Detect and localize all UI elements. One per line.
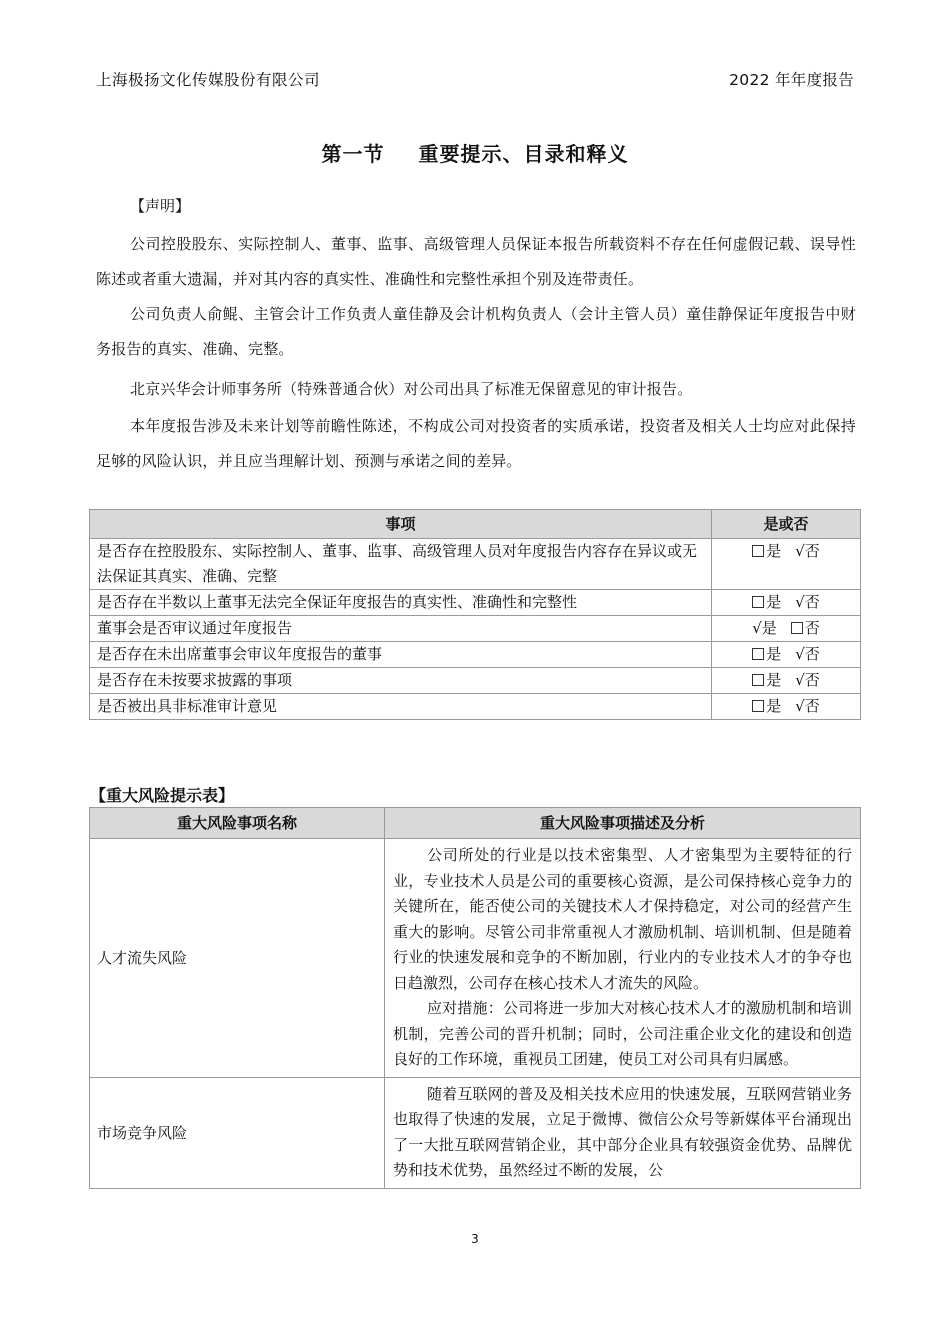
risk-column-header: 重大风险事项名称 <box>90 808 385 839</box>
option-label: 是 <box>766 645 782 663</box>
matters-column-header: 是或否 <box>712 510 861 539</box>
check-mark-icon: √ <box>795 645 805 663</box>
check-mark-icon: √ <box>795 697 805 715</box>
risk-table <box>89 807 861 1189</box>
check-mark-icon: √ <box>795 542 805 560</box>
declaration-paragraph: 北京兴华会计师事务所（特殊普通合伙）对公司出具了标准无保留意见的审计报告。 <box>130 380 693 398</box>
risk-description <box>385 1077 861 1188</box>
table-row <box>90 616 861 642</box>
matter-answer <box>712 616 861 642</box>
option-label: 是 <box>761 619 777 637</box>
empty-checkbox-icon <box>752 648 764 660</box>
matter-answer <box>712 642 861 668</box>
table-row <box>90 839 861 1078</box>
matter-item: 是否被出具非标准审计意见 <box>90 694 712 720</box>
option-label: 是 <box>766 593 782 611</box>
empty-checkbox-icon <box>752 700 764 712</box>
section-heading: 重要提示、目录和释义 <box>418 142 629 166</box>
section-number: 第一节 <box>321 142 385 166</box>
risk-description-paragraph: 随着互联网的普及及相关技术应用的快速发展，互联网营销业务也取得了快速的发展，立足于微博、微信公众号等新媒体平台涌现出了一大批互联网营销企业，其中部分企业具有较强资金优势、品牌优势和技术优势，虽然经过不断的发展，公 <box>393 1084 852 1179</box>
matter-answer <box>712 668 861 694</box>
risk-name: 人才流失风险 <box>90 839 385 1078</box>
matters-table <box>89 509 861 720</box>
table-row <box>90 694 861 720</box>
option-label: 否 <box>804 645 820 663</box>
empty-checkbox-icon <box>791 622 803 634</box>
option-label: 否 <box>804 697 820 715</box>
risk-table-heading: 【重大风险提示表】 <box>90 786 235 805</box>
header-company-name: 上海极扬文化传媒股份有限公司 <box>96 71 321 89</box>
table-row <box>90 590 861 616</box>
matter-answer <box>712 539 861 590</box>
risk-description-paragraph: 应对措施：公司将进一步加大对核心技术人才的激励机制和培训机制，完善公司的晋升机制；同时，公司注重企业文化的建设和创造良好的工作环境，重视员工团建，使员工对公司具有归属感。 <box>393 999 852 1068</box>
declaration-paragraph: 本年度报告涉及未来计划等前瞻性陈述，不构成公司对投资者的实质承诺，投资者及相关人士均应对此保持足够的风险认识，并且应当理解计划、预测与承诺之间的差异。 <box>96 417 856 470</box>
table-row <box>90 642 861 668</box>
declaration-paragraph: 公司负责人俞鲲、主管会计工作负责人童佳静及会计机构负责人（会计主管人员）童佳静保证年度报告中财务报告的真实、准确、完整。 <box>96 305 856 358</box>
empty-checkbox-icon <box>752 674 764 686</box>
option-label: 否 <box>804 593 820 611</box>
table-row <box>90 668 861 694</box>
option-label: 否 <box>804 542 820 560</box>
table-row <box>90 539 861 590</box>
option-label: 是 <box>766 671 782 689</box>
check-mark-icon: √ <box>752 619 762 637</box>
option-label: 是 <box>766 542 782 560</box>
empty-checkbox-icon <box>752 596 764 608</box>
header-report-name: 2022 年年度报告 <box>729 71 854 89</box>
matter-item: 是否存在控股股东、实际控制人、董事、监事、高级管理人员对年度报告内容存在异议或无法保证其真实、准确、完整 <box>90 539 712 590</box>
matter-answer <box>712 694 861 720</box>
matters-column-header: 事项 <box>90 510 712 539</box>
option-label: 否 <box>804 619 820 637</box>
matter-answer <box>712 590 861 616</box>
table-row <box>90 1077 861 1188</box>
option-label: 否 <box>804 671 820 689</box>
declaration-label: 【声明】 <box>130 197 191 215</box>
check-mark-icon: √ <box>795 671 805 689</box>
matter-item: 董事会是否审议通过年度报告 <box>90 616 712 642</box>
option-label: 是 <box>766 697 782 715</box>
risk-description-paragraph: 公司所处的行业是以技术密集型、人才密集型为主要特征的行业，专业技术人员是公司的重要核心资源，是公司保持核心竞争力的关键所在，能否使公司的关键技术人才保持稳定，对公司的经营产生重大的影响。尽管公司非常重视人才激励机制、培训机制、但是随着行业的快速发展和竞争的不断加剧，行业内的专业技术人才的争夺也日趋激烈，公司存在核心技术人才流失的风险。 <box>393 846 852 992</box>
risk-table-header <box>90 808 861 839</box>
risk-description <box>385 839 861 1078</box>
check-mark-icon: √ <box>795 593 805 611</box>
matter-item: 是否存在未按要求披露的事项 <box>90 668 712 694</box>
empty-checkbox-icon <box>752 545 764 557</box>
page-number: 3 <box>471 1232 479 1246</box>
matters-table-header <box>90 510 861 539</box>
risk-column-header: 重大风险事项描述及分析 <box>385 808 861 839</box>
declaration-paragraph: 公司控股股东、实际控制人、董事、监事、高级管理人员保证本报告所载资料不存在任何虚假记载、误导性陈述或者重大遗漏，并对其内容的真实性、准确性和完整性承担个别及连带责任。 <box>96 235 856 288</box>
matter-item: 是否存在未出席董事会审议年度报告的董事 <box>90 642 712 668</box>
section-title <box>0 138 950 167</box>
matter-item: 是否存在半数以上董事无法完全保证年度报告的真实性、准确性和完整性 <box>90 590 712 616</box>
risk-name: 市场竞争风险 <box>90 1077 385 1188</box>
